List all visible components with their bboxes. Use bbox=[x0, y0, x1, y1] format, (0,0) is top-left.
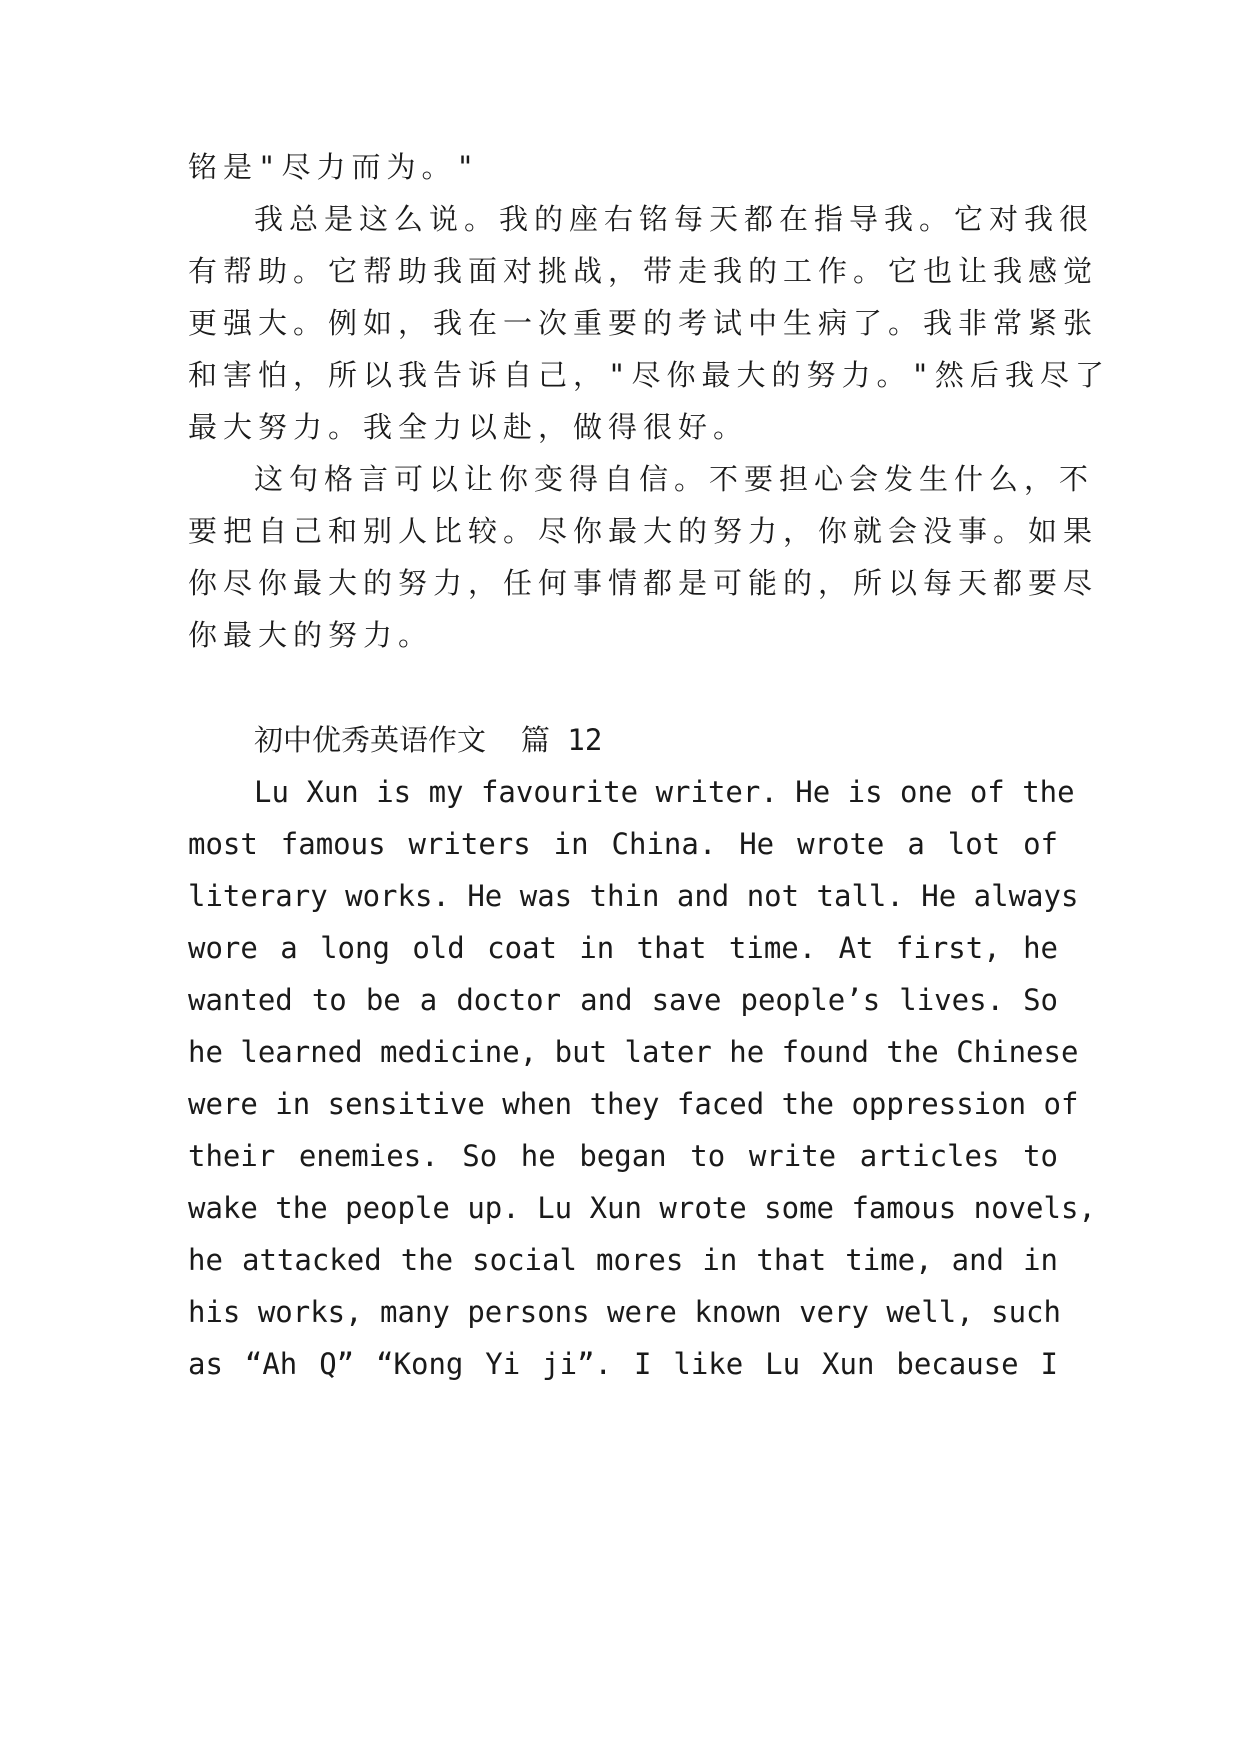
paragraph-line: Lu Xun is my favourite writer. He is one of the bbox=[254, 775, 1075, 809]
paragraph-line: as “Ah Q” “Kong Yi ji”. I like Lu Xun because I bbox=[188, 1347, 1058, 1381]
paragraph-line: 你尽你最大的努力，任何事情都是可能的，所以每天都要尽 bbox=[188, 566, 1099, 600]
paragraph-line: 我总是这么说。我的座右铭每天都在指导我。它对我很 bbox=[254, 202, 1095, 236]
paragraph-line: his works, many persons were known very well, such bbox=[188, 1295, 1061, 1329]
paragraph-line: 更强大。例如，我在一次重要的考试中生病了。我非常紧张 bbox=[188, 306, 1099, 340]
paragraph-line: most famous writers in China. He wrote a lot of bbox=[188, 827, 1058, 861]
paragraph-line: wore a long old coat in that time. At first, he bbox=[188, 931, 1058, 965]
paragraph-line: were in sensitive when they faced the oppression of bbox=[188, 1087, 1079, 1121]
paragraph-line: he learned medicine, but later he found the Chinese bbox=[188, 1035, 1079, 1069]
paragraph-line: literary works. He was thin and not tall. He always bbox=[188, 879, 1079, 913]
paragraph-line: 你最大的努力。 bbox=[188, 618, 434, 652]
paragraph-line: their enemies. So he began to write articles to bbox=[188, 1139, 1058, 1173]
paragraph-line: wanted to be a doctor and save people’s lives. So bbox=[188, 983, 1058, 1017]
paragraph-line: 和害怕，所以我告诉自己，"尽你最大的努力。"然后我尽了 bbox=[188, 358, 1110, 392]
paragraph-line: 铭是"尽力而为。" bbox=[188, 150, 480, 184]
paragraph-line: 这句格言可以让你变得自信。不要担心会发生什么，不 bbox=[254, 462, 1095, 496]
paragraph-line: 最大努力。我全力以赴，做得很好。 bbox=[188, 410, 749, 444]
paragraph-line: wake the people up. Lu Xun wrote some famous novels, bbox=[188, 1191, 1096, 1225]
paragraph-line: 要把自己和别人比较。尽你最大的努力，你就会没事。如果 bbox=[188, 514, 1099, 548]
paragraph-line: 有帮助。它帮助我面对挑战，带走我的工作。它也让我感觉 bbox=[188, 254, 1099, 288]
paragraph-line: he attacked the social mores in that time, and in bbox=[188, 1243, 1058, 1277]
section-heading: 初中优秀英语作文 篇 12 bbox=[254, 723, 603, 757]
